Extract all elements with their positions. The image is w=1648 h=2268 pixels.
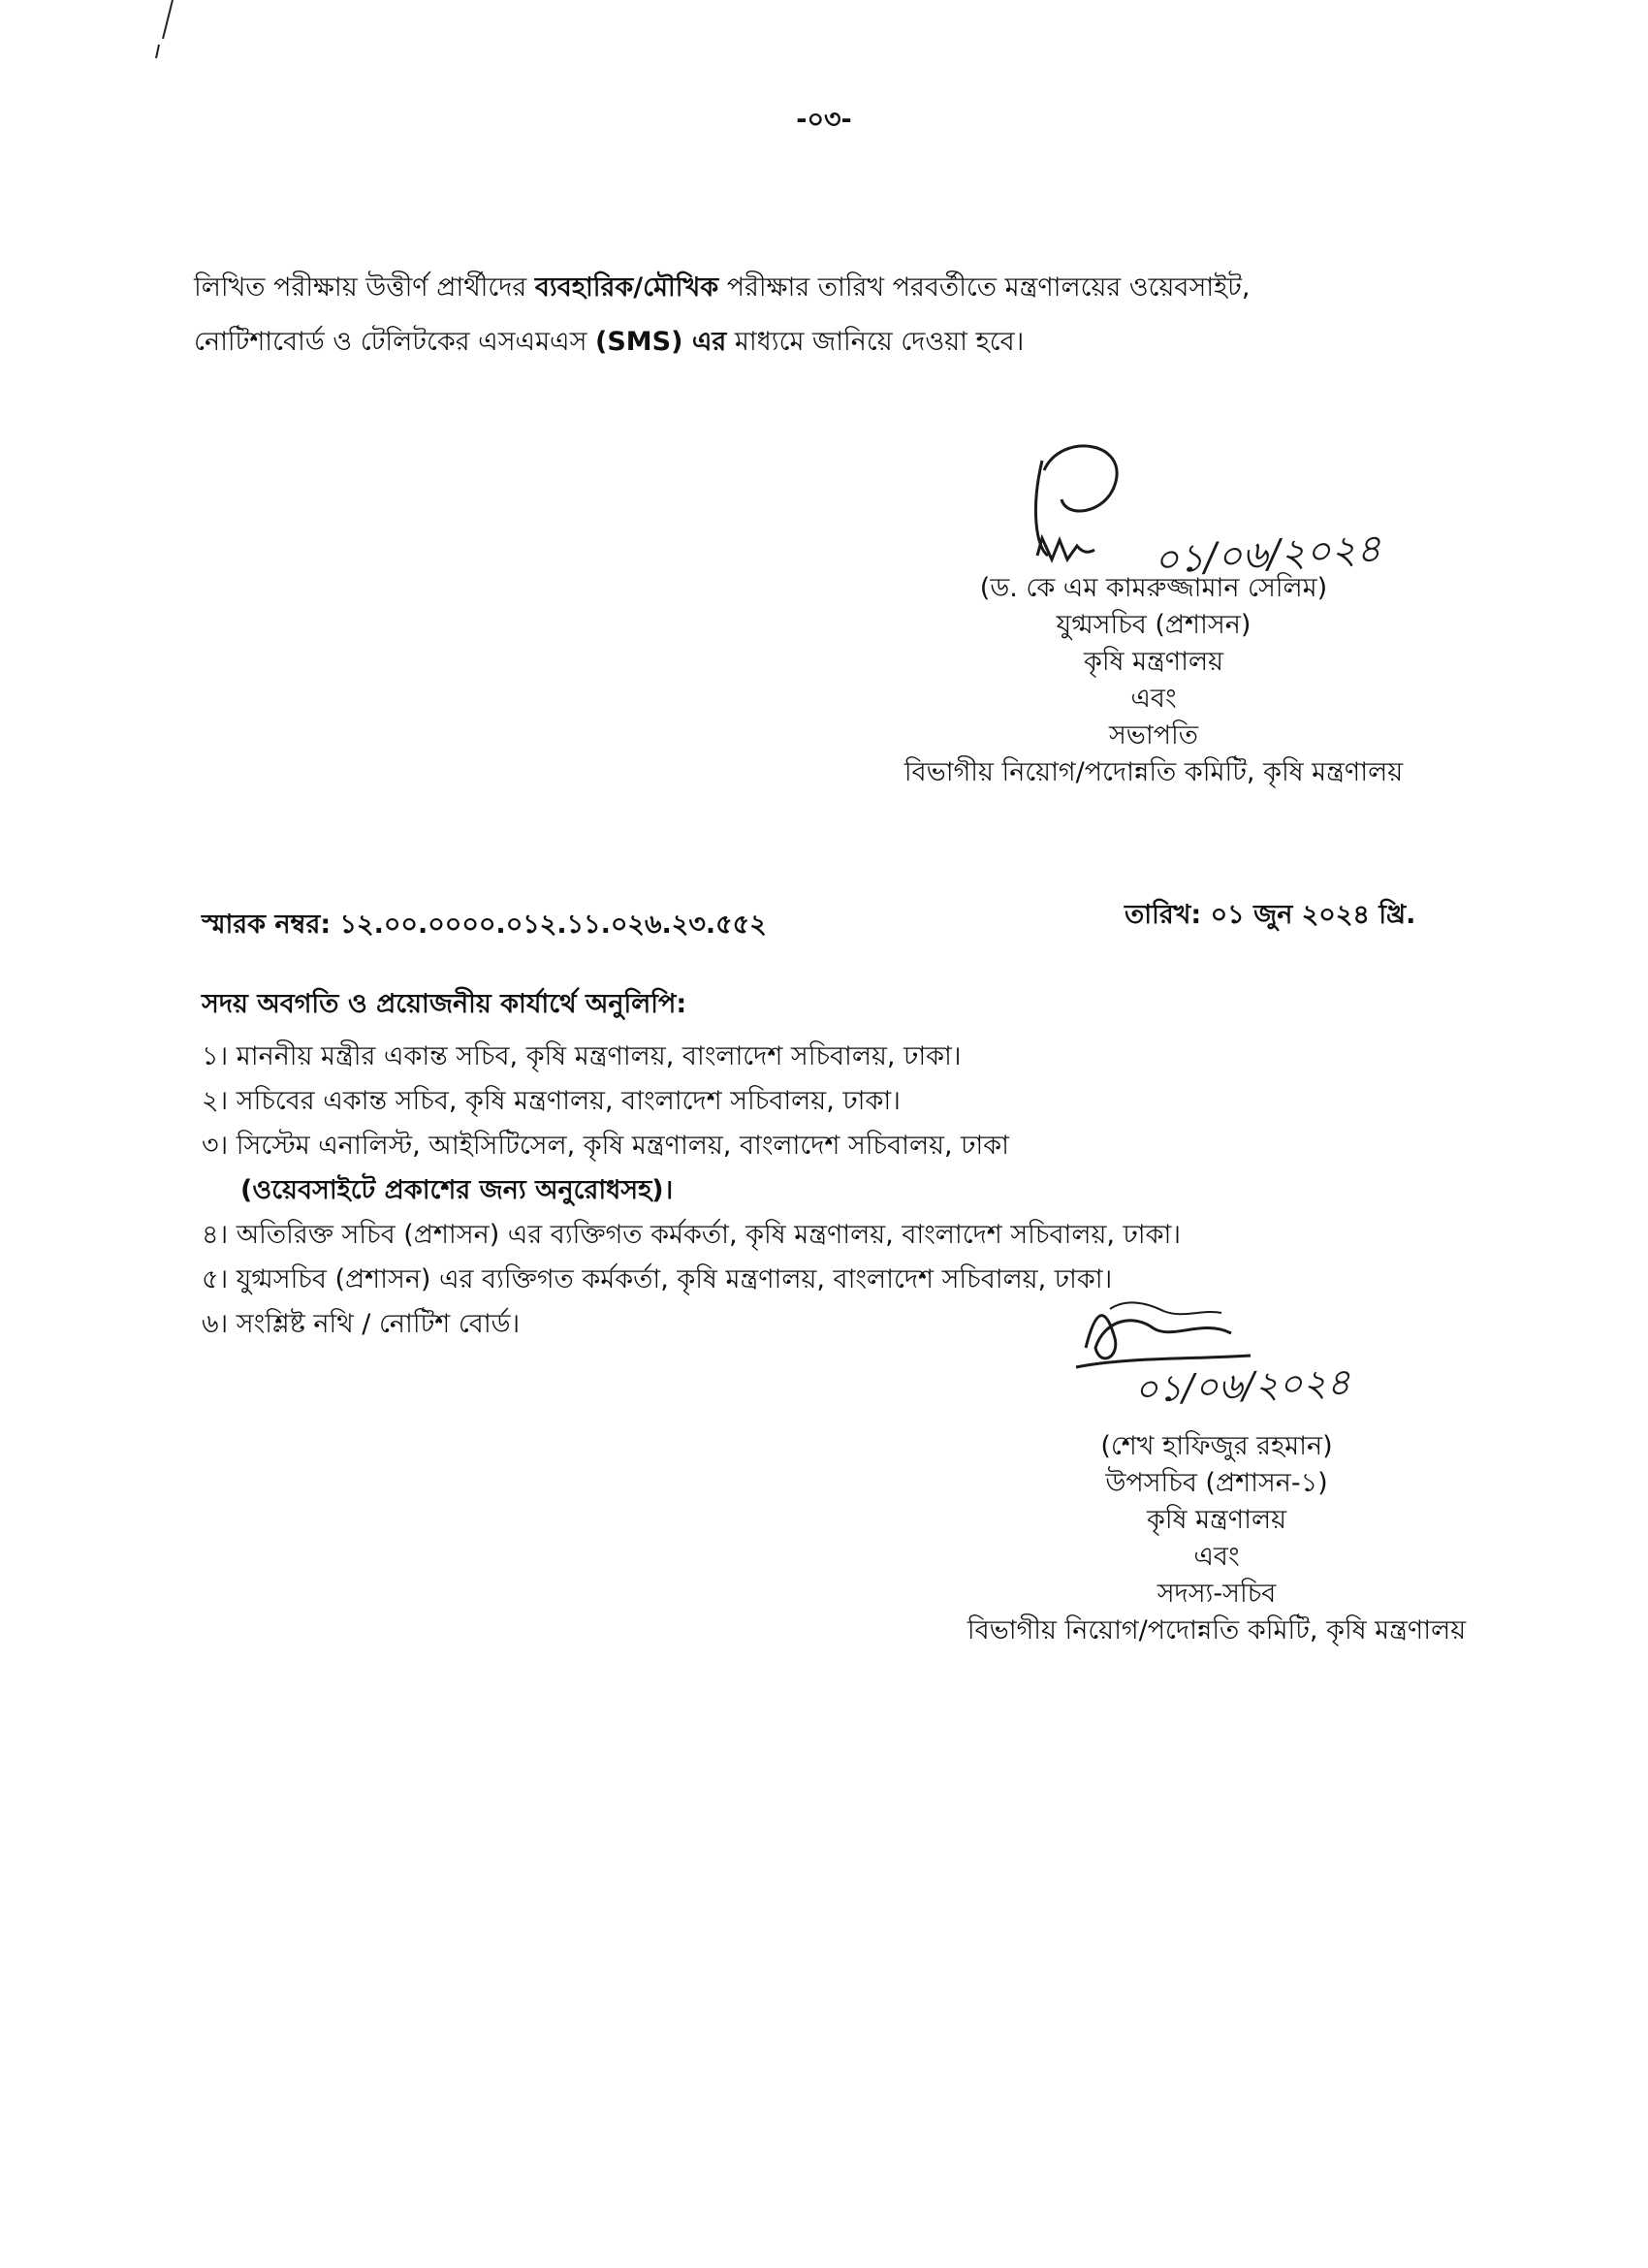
signature-2-date: ০১/০৬/২০২৪: [1133, 1360, 1351, 1411]
signatory-ministry: কৃষি মন্ত্রণালয়: [1146, 1505, 1286, 1535]
copy-item: ৩। সিস্টেম এনালিস্ট, আইসিটিসেল, কৃষি মন্ত্রণালয়, বাংলাদেশ সচিবালয়, ঢাকা: [202, 1131, 1009, 1161]
notice-bold-text: ব্যবহারিক/মৌখিক: [534, 272, 719, 303]
copies-list: [202, 1035, 1181, 1347]
notice-line-1: [194, 272, 1250, 303]
copy-item-note: (ওয়েবসাইটে প্রকাশের জন্য অনুরোধসহ)।: [240, 1175, 674, 1205]
signatory-name: (ড. কে এম কামরুজ্জামান সেলিম): [979, 573, 1328, 603]
signatory-committee: বিভাগীয় নিয়োগ/পদোন্নতি কমিটি, কৃষি মন্ত্রণালয়: [967, 1615, 1467, 1645]
memo-date: তারিখ: ০১ জুন ২০২৪ খ্রি.: [1125, 900, 1416, 930]
copies-heading: সদয় অবগতি ও প্রয়োজনীয় কার্যার্থে অনুলিপি:: [202, 989, 687, 1019]
signatory-conjunction: এবং: [1130, 684, 1177, 714]
signatory-committee: বিভাগীয় নিয়োগ/পদোন্নতি কমিটি, কৃষি মন্ত্রণালয়: [903, 757, 1404, 787]
signatory-1-block: [853, 570, 1454, 791]
signatory-designation: উপসচিব (প্রশাসন-১): [1105, 1468, 1328, 1498]
signatory-conjunction: এবং: [1193, 1542, 1240, 1572]
signatory-designation: যুগ্মসচিব (প্রশাসন): [1056, 610, 1252, 640]
copy-item: ৫। যুগ্মসচিব (প্রশাসন) এর ব্যক্তিগত কর্মকর্তা, কৃষি মন্ত্রণালয়, বাংলাদেশ সচিবালয়, ঢাকা।: [202, 1264, 1113, 1294]
signature-1-date: ০১/০৬/২০২৪: [1152, 526, 1382, 584]
memo-number: স্মারক নম্বর: ১২.০০.০০০০.০১২.১১.০২৬.২৩.৫৫২: [202, 910, 767, 940]
notice-text: পরীক্ষার তারিখ পরবর্তীতে মন্ত্রণালয়ের ওয়েবসাইট,: [718, 272, 1251, 303]
notice-text: নোটিশাবোর্ড ও টেলিটকের এসএমএস: [194, 327, 596, 357]
scan-mark: [145, 0, 184, 68]
notice-text: মাধ্যমে জানিয়ে দেওয়া হবে।: [726, 327, 1025, 357]
signatory-name: (শেখ হাফিজুর রহমান): [1100, 1431, 1333, 1461]
signatory-2-block: [916, 1428, 1517, 1649]
notice-line-2: [194, 327, 1024, 358]
signatory-role: সভাপতি: [1108, 720, 1199, 751]
copy-item: ৪। অতিরিক্ত সচিব (প্রশাসন) এর ব্যক্তিগত কর্মকর্তা, কৃষি মন্ত্রণালয়, বাংলাদেশ সচিবালয়, ঢাকা।: [202, 1220, 1181, 1250]
page-number: -০৩-: [796, 105, 852, 135]
signatory-ministry: কৃষি মন্ত্রণালয়: [1083, 647, 1223, 677]
notice-text: লিখিত পরীক্ষায় উত্তীর্ণ প্রার্থীদের: [194, 272, 535, 303]
signatory-role: সদস্য-সচিব: [1157, 1579, 1277, 1609]
copy-item: ৬। সংশ্লিষ্ট নথি / নোটিশ বোর্ড।: [202, 1309, 521, 1339]
copy-item: ১। মাননীয় মন্ত্রীর একান্ত সচিব, কৃষি মন্ত্রণালয়, বাংলাদেশ সচিবালয়, ঢাকা।: [202, 1041, 962, 1071]
notice-bold-text: (SMS) এর: [595, 327, 727, 357]
copy-item: ২। সচিবের একান্ত সচিব, কৃষি মন্ত্রণালয়, বাংলাদেশ সচিবালয়, ঢাকা।: [202, 1086, 901, 1116]
